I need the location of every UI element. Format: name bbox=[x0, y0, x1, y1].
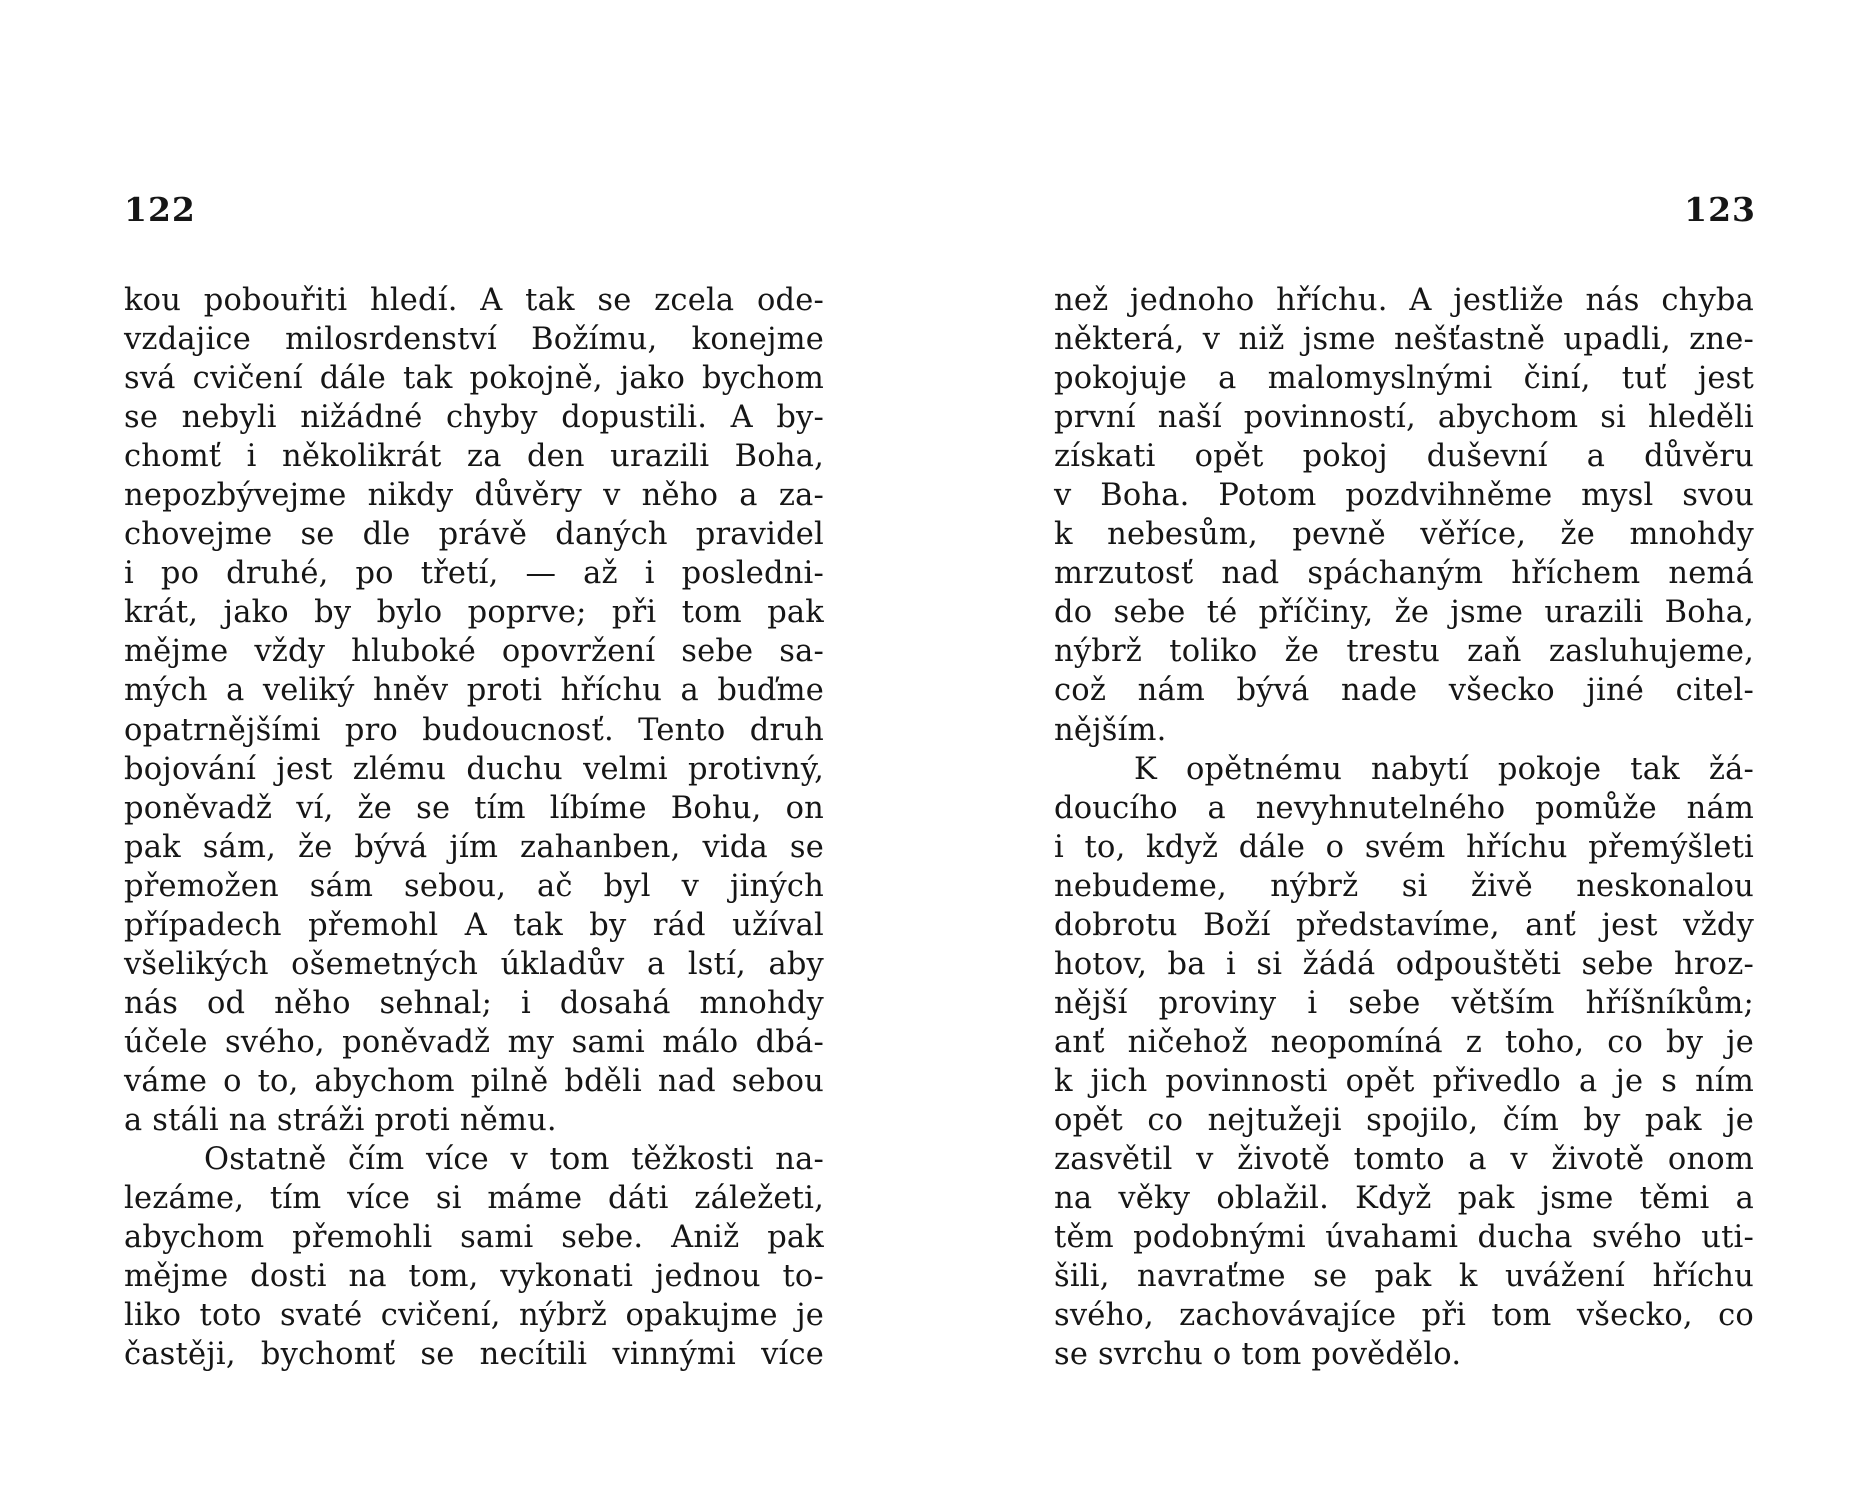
text-line: váme o to, abychom pilně bděli nad sebou bbox=[124, 1063, 824, 1099]
text-line: nás od něho sehnal; i dosahá mnohdy bbox=[124, 985, 824, 1021]
text-line: častěji, bychomť se necítili vinnými více bbox=[124, 1337, 824, 1373]
paragraph-start-line: K opětnému nabytí pokoje tak žá- bbox=[1134, 751, 1754, 787]
text-line: případech přemohl A tak by rád užíval bbox=[124, 907, 824, 943]
text-line: zasvětil v životě tomto a v životě onom bbox=[1054, 1142, 1754, 1178]
right-page-text bbox=[1054, 281, 1754, 1374]
paragraph-end-line: a stáli na stráži proti němu. bbox=[124, 1102, 557, 1138]
text-line: získati opět pokoj duševní a důvěru bbox=[1054, 439, 1754, 475]
paragraph-start-line: Ostatně čím více v tom těžkosti na- bbox=[204, 1142, 824, 1178]
text-line: doucího a nevyhnutelného pomůže nám bbox=[1054, 790, 1754, 826]
text-line: dobrotu Boží představíme, anť jest vždy bbox=[1054, 907, 1754, 943]
text-line: lezáme, tím více si máme dáti záležeti, bbox=[124, 1181, 824, 1217]
text-line: k nebesům, pevně věříce, že mnohdy bbox=[1054, 517, 1754, 553]
text-line: pak sám, že bývá jím zahanben, vida se bbox=[124, 829, 824, 865]
text-line: což nám bývá nade všecko jiné citel- bbox=[1054, 673, 1754, 709]
text-line: mějme dosti na tom, vykonati jednou to- bbox=[124, 1259, 824, 1295]
text-line: první naší povinností, abychom si hleděli bbox=[1054, 400, 1754, 436]
text-line: liko toto svaté cvičení, nýbrž opakujme je bbox=[124, 1298, 824, 1334]
left-page-text bbox=[124, 281, 824, 1374]
right-page bbox=[1054, 0, 1754, 1500]
text-line: nebudeme, nýbrž si živě neskonalou bbox=[1054, 868, 1754, 904]
text-line: pokojuje a malomyslnými činí, tuť jest bbox=[1054, 361, 1754, 397]
page-number-left: 122 bbox=[124, 190, 196, 229]
text-line: vzdajice milosrdenství Božímu, konejme bbox=[124, 322, 824, 358]
text-line: opět co nejtužeji spojilo, čím by pak je bbox=[1054, 1102, 1754, 1138]
text-line: než jednoho hříchu. A jestliže nás chyba bbox=[1054, 283, 1754, 318]
text-line: mějme vždy hluboké opovržení sebe sa- bbox=[124, 634, 824, 670]
text-line: do sebe té příčiny, že jsme urazili Boha, bbox=[1054, 595, 1754, 631]
text-line: se nebyli nižádné chyby dopustili. A by- bbox=[124, 400, 824, 436]
text-line: opatrnějšími pro budoucnosť. Tento druh bbox=[124, 712, 824, 748]
text-line: abychom přemohli sami sebe. Aniž pak bbox=[124, 1220, 824, 1256]
left-page bbox=[124, 0, 824, 1500]
text-line: mrzutosť nad spáchaným hříchem nemá bbox=[1054, 556, 1754, 592]
text-line: kou pobouřiti hledí. A tak se zcela ode- bbox=[124, 283, 824, 318]
text-line: přemožen sám sebou, ač byl v jiných bbox=[124, 868, 824, 904]
text-line: anť ničehož neopomíná z toho, co by je bbox=[1054, 1024, 1754, 1060]
text-line: svá cvičení dále tak pokojně, jako bychom bbox=[124, 361, 824, 397]
text-line: mých a veliký hněv proti hříchu a buďme bbox=[124, 673, 824, 709]
text-line: poněvadž ví, že se tím líbíme Bohu, on bbox=[124, 790, 824, 826]
paragraph-end-line: se svrchu o tom povědělo. bbox=[1054, 1337, 1462, 1373]
text-line: chomť i několikrát za den urazili Boha, bbox=[124, 439, 824, 475]
text-line: šili, navraťme se pak k uvážení hříchu bbox=[1054, 1259, 1754, 1295]
text-line: hotov, ba i si žádá odpouštěti sebe hroz- bbox=[1054, 946, 1754, 982]
text-line: na věky oblažil. Když pak jsme těmi a bbox=[1054, 1181, 1754, 1217]
text-line: krát, jako by bylo poprve; při tom pak bbox=[124, 595, 824, 631]
text-line: chovejme se dle právě daných pravidel bbox=[124, 517, 824, 553]
paragraph-end-line: nějším. bbox=[1054, 712, 1167, 748]
text-line: v Boha. Potom pozdvihněme mysl svou bbox=[1054, 478, 1754, 514]
text-line: některá, v niž jsme nešťastně upadli, zne- bbox=[1054, 322, 1754, 358]
text-line: i to, když dále o svém hříchu přemýšleti bbox=[1054, 829, 1754, 865]
text-line: všelikých ošemetných úkladův a lstí, aby bbox=[124, 946, 824, 982]
text-line: nýbrž toliko že trestu zaň zasluhujeme, bbox=[1054, 634, 1754, 670]
text-line: svého, zachovávajíce při tom všecko, co bbox=[1054, 1298, 1754, 1334]
text-line: i po druhé, po třetí, — až i posledni- bbox=[124, 556, 824, 592]
text-line: k jich povinnosti opět přivedlo a je s ním bbox=[1054, 1063, 1754, 1099]
text-line: bojování jest zlému duchu velmi protivný, bbox=[124, 751, 824, 787]
text-line: nější proviny i sebe větším hříšníkům; bbox=[1054, 985, 1754, 1021]
text-line: těm podobnými úvahami ducha svého uti- bbox=[1054, 1220, 1754, 1256]
text-line: účele svého, poněvadž my sami málo dbá- bbox=[124, 1024, 824, 1060]
text-line: nepozbývejme nikdy důvěry v něho a za- bbox=[124, 478, 824, 514]
page-number-right: 123 bbox=[1684, 190, 1756, 229]
